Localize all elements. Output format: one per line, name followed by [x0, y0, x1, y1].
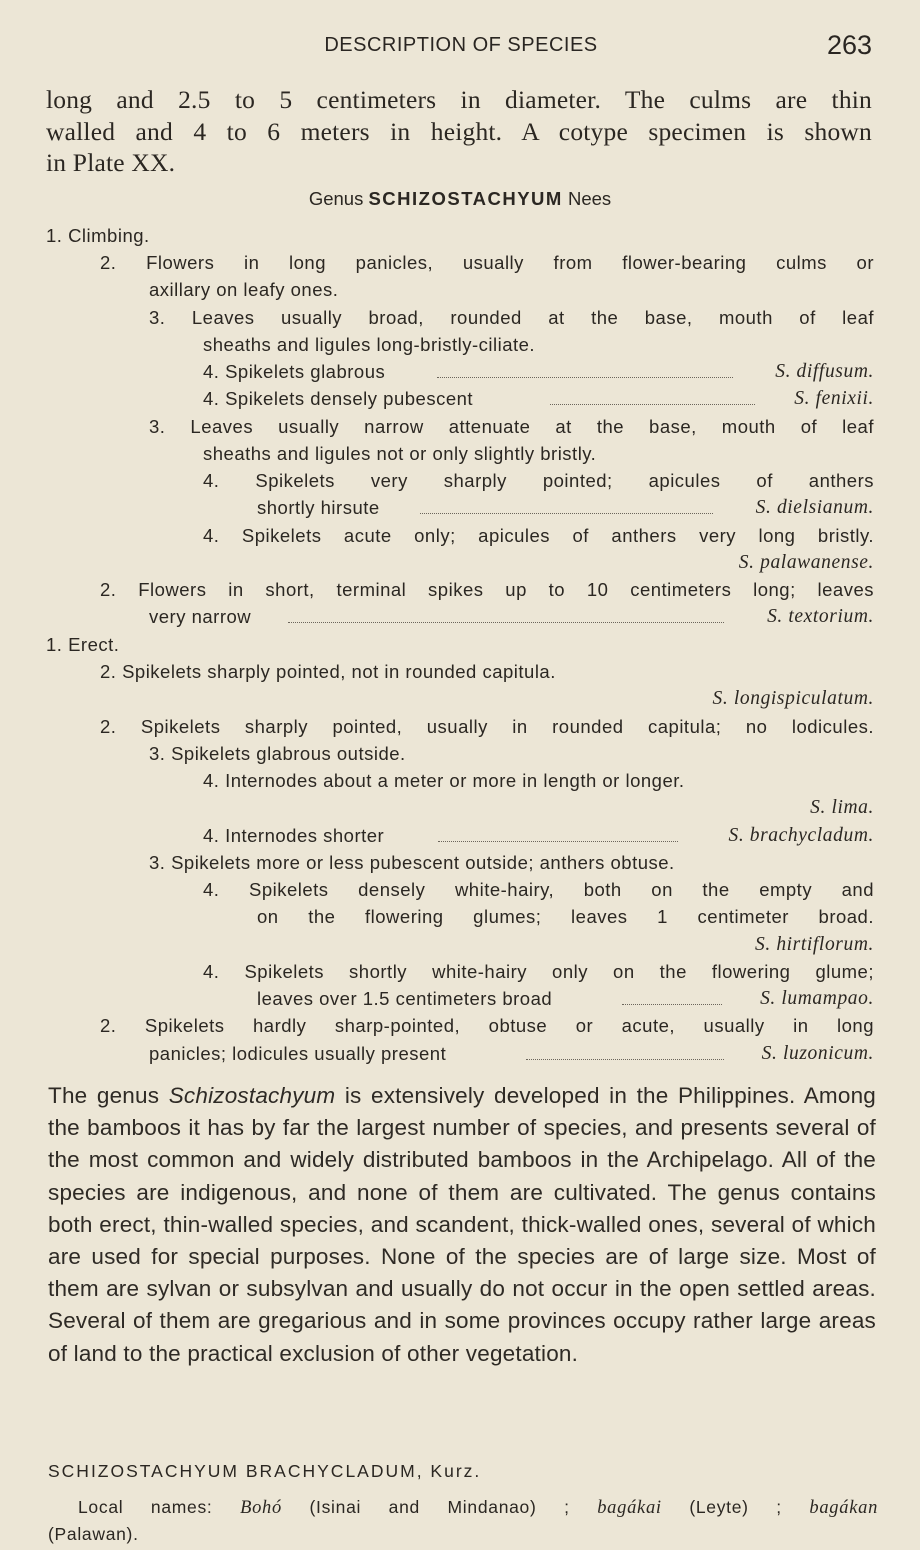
species-name: S. lumampao. [760, 988, 874, 1009]
page-number: 263 [826, 30, 872, 60]
key-line: 1. Climbing. [46, 225, 150, 246]
species-name: S. textorium. [767, 606, 874, 627]
key-line: 3. Spikelets glabrous outside. [149, 743, 406, 764]
key-line: 4. Internodes about a meter or more in length or longer. [203, 770, 685, 791]
key-line: leaves over 1.5 centimeters broad [257, 988, 553, 1009]
leader-dots [526, 1032, 724, 1060]
key-line: 3. Spikelets more or less pubescent outside; anthers obtuse. [149, 852, 675, 873]
key-line: 3. Leaves usually narrow attenuate at the base, mouth of leaf [149, 416, 874, 437]
local-name: bagákai [597, 1498, 662, 1518]
genus-author: Nees [567, 188, 612, 209]
key-line: 2. Spikelets sharply pointed, usually in rounded capitula; no lodicules. [100, 716, 874, 737]
key-line: shortly hirsute [257, 497, 380, 518]
leader-dots [438, 814, 678, 842]
genus-discussion-paragraph [48, 1080, 876, 1370]
local-name: Bohó [240, 1498, 282, 1518]
key-line: on the flowering glumes; leaves 1 centimeter broad. [257, 906, 874, 927]
species-name: S. longispiculatum. [712, 688, 874, 709]
genus-heading [0, 188, 920, 210]
paragraph-text: is extensively developed in the Philippines. Among the bamboos it has by far the largest number of species, and presents several of the most common and widely distributed bamboos in the Archipelago. All of the species are indigenous, and none of them are cultivated. The genus contains both erect, thin-walled species, and scandent, thick-walled ones, several of which are used for special purposes. None of the species are of large size. Most of them are sylvan or subsylvan and usually do not occur in the open settled areas. Several of them are gregarious and in some provinces occupy rather large areas of land to the practical exclusion of other vegetation. [48, 1083, 877, 1366]
species-name: S. diffusum. [775, 361, 874, 382]
paragraph-text: The genus [48, 1083, 169, 1108]
leader-dots [288, 595, 724, 623]
key-line: 4. Spikelets densely white-hairy, both on the empty and [203, 879, 874, 900]
key-line: 2. Flowers in short, terminal spikes up to 10 centimeters long; leaves [100, 579, 874, 600]
local-name-region: (Isinai and Mindanao) ; [309, 1497, 570, 1517]
local-names-label: Local names: [78, 1497, 213, 1517]
local-name-region: (Palawan). [48, 1524, 139, 1544]
genus-prefix: Genus [308, 188, 364, 209]
species-heading: SCHIZOSTACHYUM BRACHYCLADUM, Kurz. [48, 1461, 482, 1481]
species-name: S. lima. [810, 797, 874, 818]
intro-line: long and 2.5 to 5 centimeters in diameter. The culms are thin [46, 85, 872, 114]
key-line: 4. Spikelets acute only; apicules of anthers very long bristly. [203, 525, 874, 546]
page-header [46, 30, 876, 66]
key-line: 2. Spikelets hardly sharp-pointed, obtuse or acute, usually in long [100, 1015, 874, 1036]
key-line: panicles; lodicules usually present [149, 1043, 447, 1064]
key-line: 4. Spikelets densely pubescent [203, 388, 474, 409]
local-name: bagákan [809, 1498, 879, 1518]
species-name: S. luzonicum. [761, 1043, 874, 1064]
key-line: 4. Internodes shorter [203, 825, 385, 846]
species-name: S. dielsianum. [755, 497, 874, 518]
intro-paragraph [46, 84, 872, 179]
key-line: 2. Flowers in long panicles, usually from flower-bearing culms or [100, 252, 874, 273]
species-name: S. fenixii. [794, 388, 874, 409]
key-line: sheaths and ligules long-bristly-ciliate. [203, 334, 536, 355]
species-name: S. palawanense. [738, 552, 874, 573]
intro-line: in Plate XX. [46, 148, 176, 177]
genus-name: SCHIZOSTACHYUM [368, 188, 563, 209]
species-name: S. hirtiflorum. [755, 934, 874, 955]
leader-dots [437, 350, 733, 378]
running-title: DESCRIPTION OF SPECIES [324, 34, 598, 56]
key-line: axillary on leafy ones. [149, 279, 339, 300]
intro-line: walled and 4 to 6 meters in height. A cotype specimen is shown [46, 116, 872, 146]
local-names-line [78, 1494, 878, 1522]
key-line: sheaths and ligules not or only slightly bristly. [203, 443, 597, 464]
local-name-region: (Leyte) ; [689, 1497, 782, 1517]
local-names-line [48, 1521, 139, 1548]
leader-dots [622, 977, 722, 1005]
key-line: very narrow [149, 606, 252, 627]
key-line: 4. Spikelets very sharply pointed; apicules of anthers [203, 470, 874, 491]
key-line: 3. Leaves usually broad, rounded at the base, mouth of leaf [149, 307, 874, 328]
key-line: 1. Erect. [46, 634, 120, 655]
key-line: 4. Spikelets glabrous [203, 361, 386, 382]
leader-dots [420, 486, 713, 514]
leader-dots [550, 377, 755, 405]
species-name: S. brachycladum. [728, 825, 874, 846]
key-line: 2. Spikelets sharply pointed, not in rounded capitula. [100, 661, 556, 682]
paragraph-genus-name: Schizostachyum [168, 1083, 336, 1108]
key-line: 4. Spikelets shortly white-hairy only on the flowering glume; [203, 961, 874, 982]
